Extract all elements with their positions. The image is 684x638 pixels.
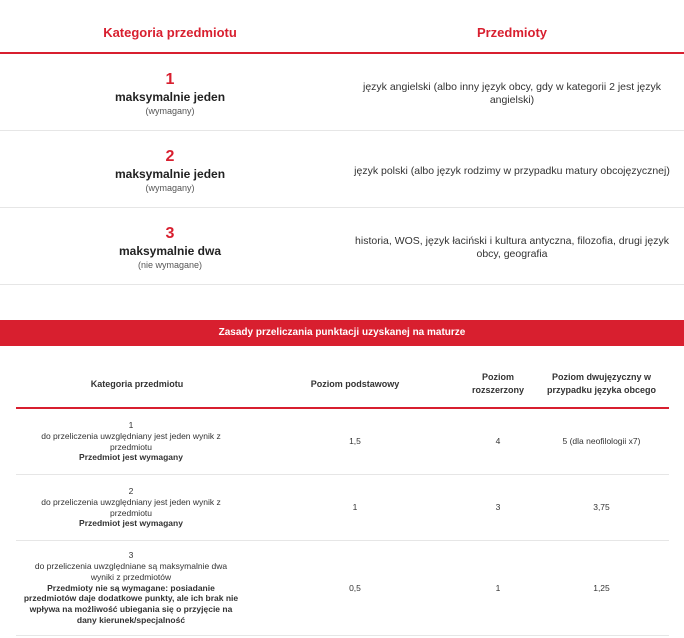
bilingual-level-value: 1,25: [593, 582, 610, 593]
category-cell: [16, 409, 258, 474]
header-category: Kategoria przedmiotu: [90, 378, 184, 389]
subjects-list: historia, WOS, język łaciński i kultura antyczna, filozofia, drugi język obcy, geografia: [355, 235, 669, 260]
category-requirement: (wymagany): [145, 105, 195, 116]
category-requirement: (wymagany): [145, 182, 195, 193]
category-number: 3: [128, 550, 134, 561]
subject-categories-table: [0, 0, 684, 285]
table-row: [16, 409, 669, 475]
bilingual-level-value: 5 (dla neofilologii x7): [562, 436, 641, 447]
basic-level-value: 1: [352, 502, 358, 513]
category-cell: [16, 475, 258, 540]
bilingual-level-value: 3,75: [593, 502, 610, 513]
category-number: 2: [128, 485, 134, 496]
subjects-list: język polski (albo język rodzimy w przypadku matury obcojęzycznej): [354, 164, 670, 177]
table-row: [16, 541, 669, 636]
category-cell: [0, 212, 340, 284]
table-row: [16, 475, 669, 541]
category-requirement: (nie wymagane): [137, 259, 203, 270]
subjects-cell: [340, 58, 684, 130]
category-rule: do przeliczenia uwzględniany jest jeden wynik z przedmiotu: [41, 496, 221, 518]
category-number: 3: [165, 224, 175, 242]
table-row: [0, 54, 684, 131]
subjects-cell: [340, 135, 684, 207]
category-rule: do przeliczenia uwzględniane są maksymalnie dwa wyniki z przedmiotów: [34, 561, 228, 582]
header-extended-level: Poziom rozszerzony: [471, 372, 524, 395]
extended-level-value: 1: [495, 582, 501, 593]
category-limit: maksymalnie dwa: [118, 243, 222, 258]
category-number: 1: [128, 419, 134, 430]
category-note: Przedmiot jest wymagany: [79, 452, 183, 463]
header-subjects: Przedmioty: [476, 25, 548, 40]
category-rule: do przeliczenia uwzględniany jest jeden wynik z przedmiotu: [41, 430, 221, 452]
scoring-rules-banner: Zasady przeliczania punktacji uzyskanej na maturze: [0, 320, 684, 346]
category-limit: maksymalnie jeden: [114, 166, 226, 181]
header-category: Kategoria przedmiotu: [103, 25, 237, 40]
category-note: Przedmiot jest wymagany: [79, 518, 183, 529]
scoring-table-header: [16, 361, 669, 409]
basic-level-value: 1,5: [349, 436, 361, 447]
category-cell: [0, 135, 340, 207]
table-row: [0, 131, 684, 208]
extended-level-value: 4: [495, 436, 501, 447]
header-basic-level: Poziom podstawowy: [310, 378, 400, 389]
scoring-table: [16, 361, 669, 636]
category-cell: [0, 58, 340, 130]
category-number: 2: [165, 147, 175, 165]
category-note: Przedmioty nie są wymagane: posiadanie przedmiotów daje dodatkowe punkty, ale ich brak nie wpływa na możliwość ubiegania się o przyjęcie na dany kierunek/specjalność: [23, 582, 239, 625]
basic-level-value: 0,5: [349, 582, 361, 593]
extended-level-value: 3: [495, 502, 501, 513]
category-limit: maksymalnie jeden: [114, 89, 226, 104]
header-bilingual-level: Poziom dwujęzyczny w przypadku języka obcego: [546, 372, 657, 395]
table-row: [0, 208, 684, 285]
subjects-list: język angielski (albo inny język obcy, gdy w kategorii 2 jest język angielski): [362, 81, 662, 106]
category-number: 1: [165, 70, 175, 88]
subject-categories-header: [0, 0, 684, 54]
subjects-cell: [340, 212, 684, 284]
category-cell: [16, 541, 258, 635]
